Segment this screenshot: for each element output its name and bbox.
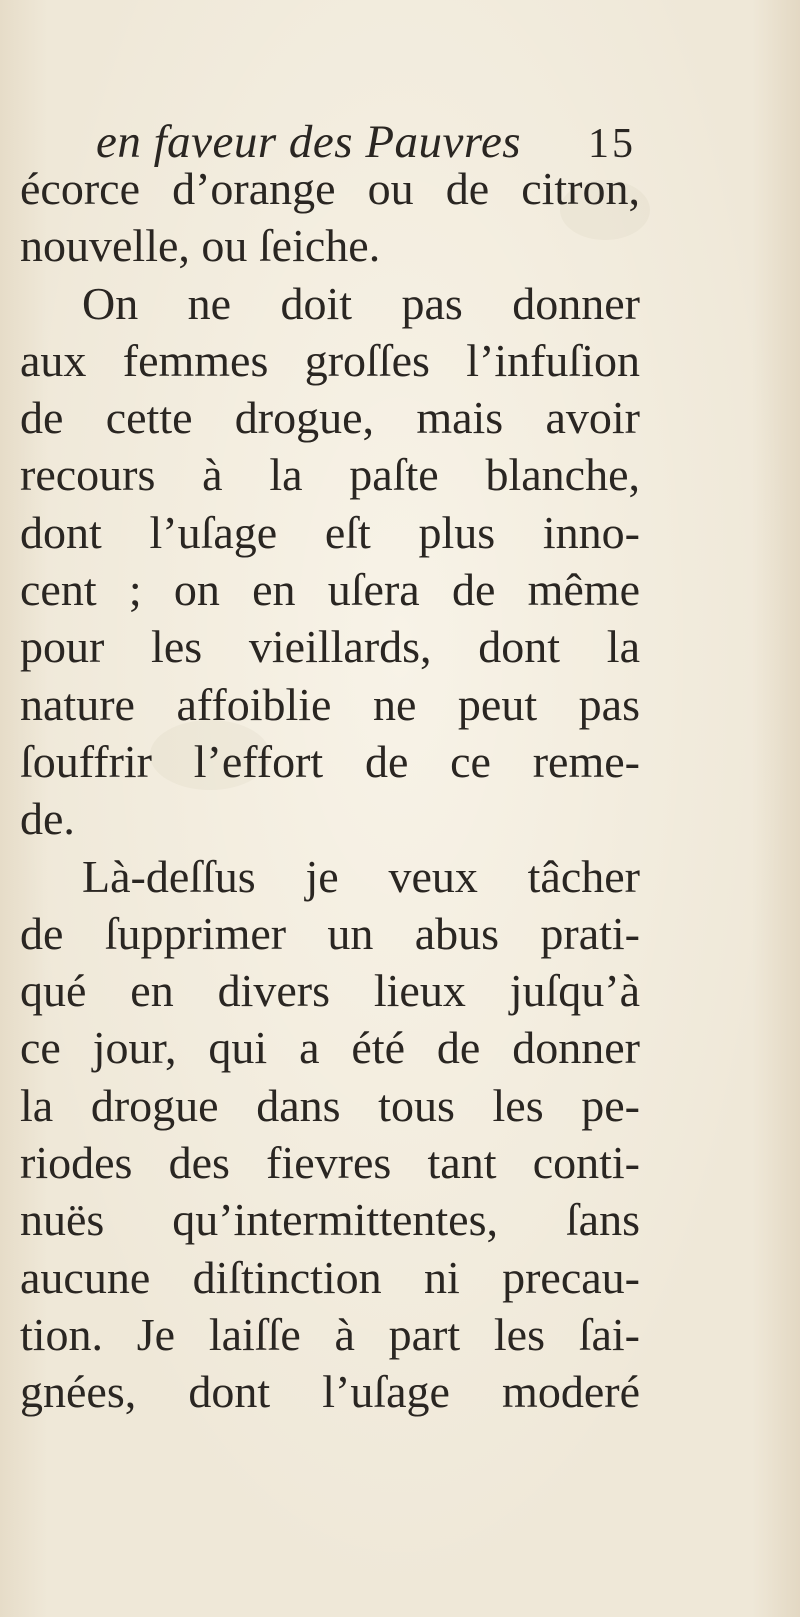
running-title: en faveur des Pauvres (96, 116, 522, 168)
text-line: de cette drogue, mais avoir (20, 392, 640, 444)
page-number: 15 (588, 121, 636, 167)
text-line: nature affoiblie ne peut pas (20, 678, 640, 730)
text-line: recours à la paſte blanche, (20, 449, 640, 501)
text-line: cent ; on en uſera de même (20, 564, 640, 616)
text-line: de ſupprimer un abus prati- (20, 907, 640, 959)
text-line: tion. Je laiſſe à part les ſai- (20, 1308, 640, 1360)
body-text (20, 160, 640, 1421)
text-line: écorce d’orange ou de citron, (20, 163, 640, 214)
text-line: aucune diſtinction ni precau- (20, 1251, 640, 1303)
text-line: ce jour, qui a été de donner (20, 1022, 640, 1074)
text-line: ſouffrir l’effort de ce reme- (20, 735, 640, 787)
text-line: qué en divers lieux juſqu’à (20, 965, 640, 1017)
text-line: aux femmes groſſes l’infuſion (20, 334, 640, 386)
text-line: la drogue dans tous les pe- (20, 1079, 640, 1131)
text-line: riodes des fievres tant conti- (20, 1137, 640, 1189)
text-line: nouvelle, ou ſeiche. (20, 220, 381, 272)
text-line: On ne doit pas donner (82, 277, 640, 329)
text-line: dont l’uſage eſt plus inno- (20, 506, 640, 558)
text-line: nuës qu’intermittentes, ſans (20, 1194, 640, 1246)
text-line: gnées, dont l’uſage moderé (20, 1366, 640, 1418)
text-line: de. (20, 793, 75, 845)
text-line: Là-deſſus je veux tâcher (82, 850, 640, 902)
text-line: pour les vieillards, dont la (20, 621, 640, 673)
